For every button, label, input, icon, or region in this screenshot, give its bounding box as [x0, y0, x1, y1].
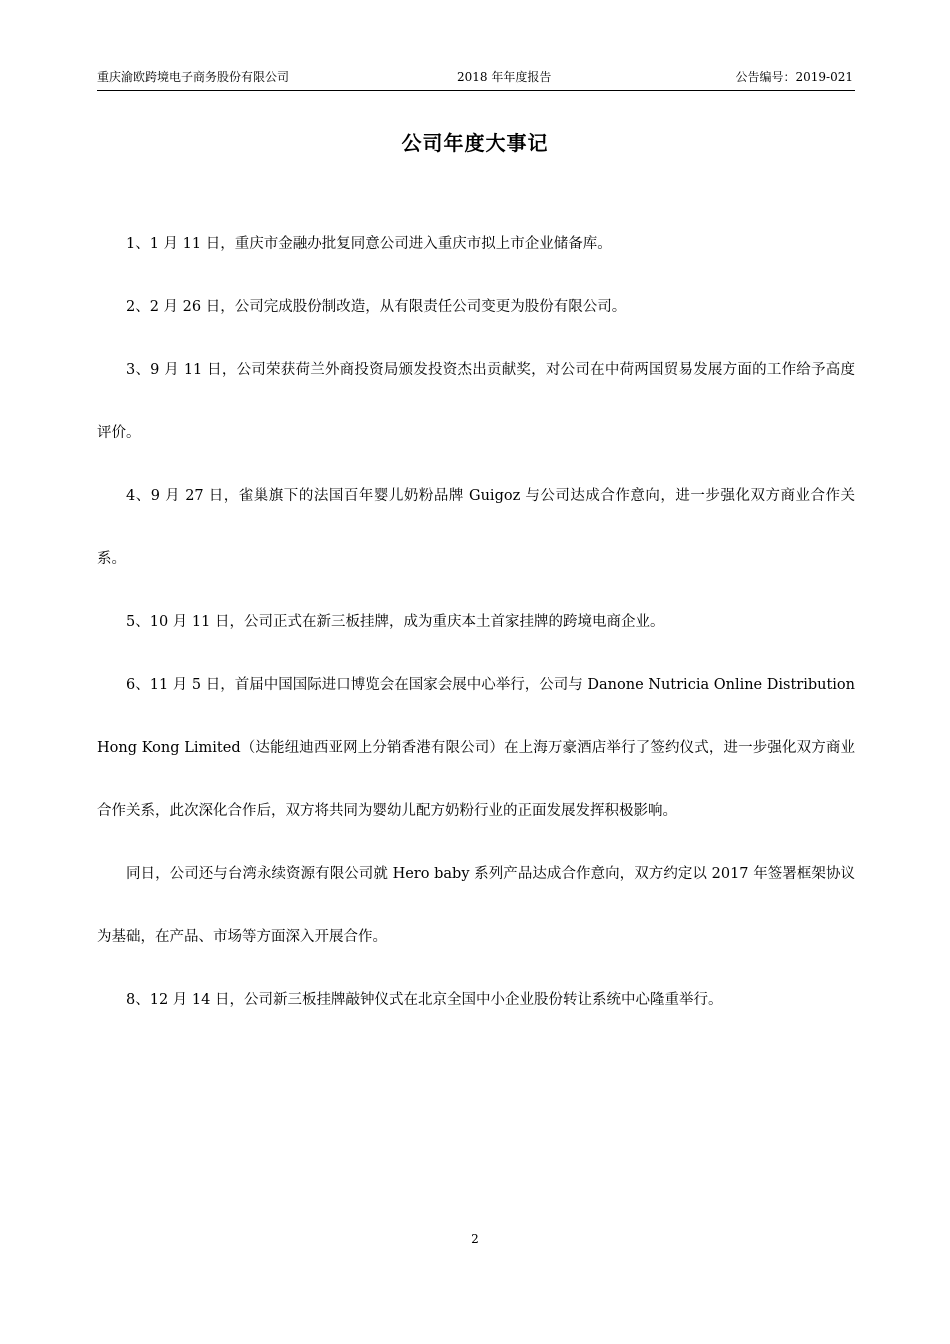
event-paragraph-6: 6、11 月 5 日，首届中国国际进口博览会在国家会展中心举行，公司与 Danone Nutricia Online Distribution Hong Kong Limited（达能纽迪西亚网上分销香港有限公司）在上海万豪酒店举行了签约仪式，进一步强化双方商业合作关系，此次深化合作后，双方将共同为婴幼儿配方奶粉行业的正面发展发挥积极影响。: [97, 677, 855, 819]
header-notice-number: 公告编号：2019-021: [735, 70, 853, 84]
page-header: [97, 66, 855, 91]
events-list: [97, 216, 855, 1032]
header-report-title: 2018 年年度报告: [457, 70, 552, 84]
event-paragraph-8: 8、12 月 14 日，公司新三板挂牌敲钟仪式在北京全国中小企业股份转让系统中心隆重举行。: [126, 992, 723, 1008]
event-paragraph-1: 1、1 月 11 日，重庆市金融办批复同意公司进入重庆市拟上市企业储备库。: [126, 236, 612, 252]
header-company-name: 重庆渝欧跨境电子商务股份有限公司: [97, 70, 290, 84]
event-paragraph-2: 2、2 月 26 日，公司完成股份制改造，从有限责任公司变更为股份有限公司。: [126, 299, 627, 315]
event-paragraph-5: 5、10 月 11 日，公司正式在新三板挂牌，成为重庆本土首家挂牌的跨境电商企业。: [126, 614, 665, 630]
page-title: 公司年度大事记: [401, 131, 549, 155]
event-paragraph-same-day: 同日，公司还与台湾永续资源有限公司就 Hero baby 系列产品达成合作意向，双方约定以 2017 年签署框架协议为基础，在产品、市场等方面深入开展合作。: [97, 866, 855, 945]
event-paragraph-4: 4、9 月 27 日，雀巢旗下的法国百年婴儿奶粉品牌 Guigoz 与公司达成合作意向，进一步强化双方商业合作关系。: [97, 488, 855, 567]
event-paragraph-3: 3、9 月 11 日，公司荣获荷兰外商投资局颁发投资杰出贡献奖，对公司在中荷两国贸易发展方面的工作给予高度评价。: [97, 362, 855, 441]
page-number: 2: [471, 1232, 479, 1246]
